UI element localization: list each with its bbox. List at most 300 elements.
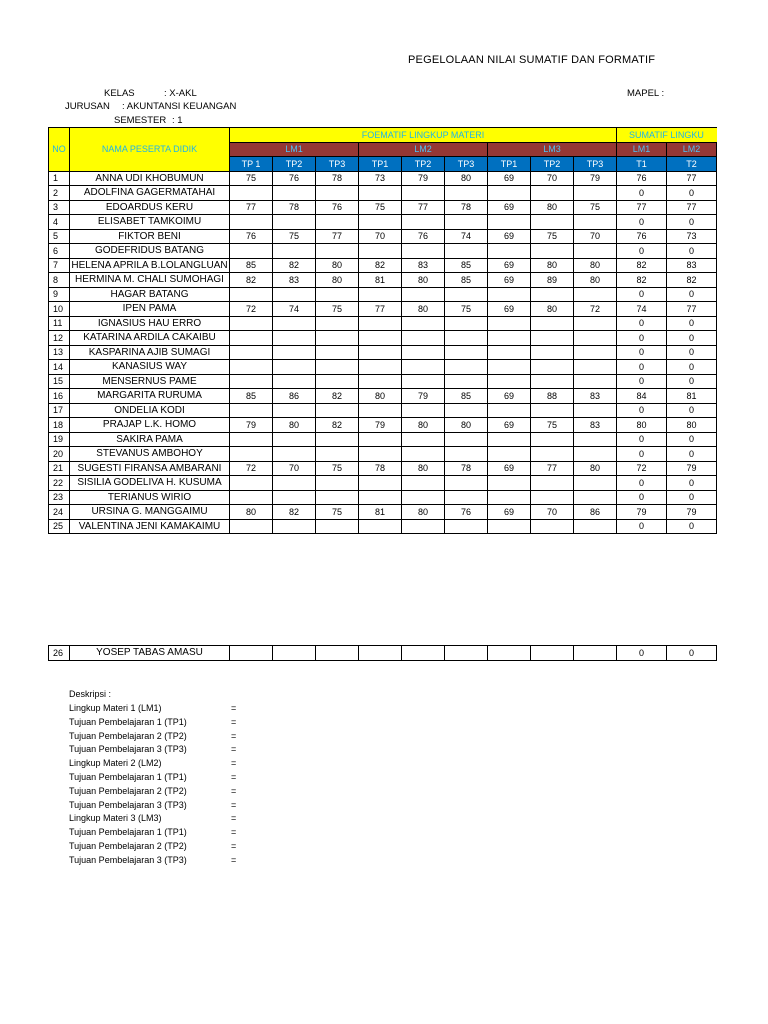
score-cell: 85 — [445, 258, 488, 273]
score-cell — [273, 403, 316, 418]
jurusan-value: : AKUNTANSI KEUANGAN — [122, 101, 237, 112]
score-cell — [359, 345, 402, 360]
score-cell — [316, 374, 359, 389]
table-row — [49, 461, 717, 476]
row-number: 25 — [49, 519, 70, 534]
score-cell — [230, 447, 273, 462]
score-cell — [273, 519, 316, 534]
score-cell — [574, 244, 617, 259]
row-number: 14 — [49, 360, 70, 375]
score-cell: 82 — [316, 389, 359, 404]
row-number: 15 — [49, 374, 70, 389]
score-cell — [574, 186, 617, 201]
score-cell — [316, 519, 359, 534]
table-row — [49, 215, 717, 230]
score-cell: 74 — [617, 302, 667, 317]
score-cell — [230, 345, 273, 360]
score-cell — [230, 403, 273, 418]
score-cell: 80 — [402, 273, 445, 288]
score-cell — [402, 331, 445, 346]
score-cell — [402, 476, 445, 491]
table-row — [49, 360, 717, 375]
score-cell: 0 — [667, 316, 717, 331]
score-cell: 80 — [667, 418, 717, 433]
score-cell: 69 — [488, 461, 531, 476]
row-number: 13 — [49, 345, 70, 360]
score-cell — [402, 519, 445, 534]
score-cell — [316, 215, 359, 230]
score-cell: 77 — [667, 200, 717, 215]
score-cell — [273, 331, 316, 346]
score-cell — [273, 432, 316, 447]
score-cell — [531, 519, 574, 534]
score-cell — [488, 316, 531, 331]
score-cell: 78 — [316, 171, 359, 186]
score-cell: 0 — [667, 360, 717, 375]
score-cell: 83 — [402, 258, 445, 273]
score-cell: 80 — [617, 418, 667, 433]
score-cell: 72 — [617, 461, 667, 476]
header-sum-lm1: LM1 — [617, 142, 667, 157]
score-cell — [316, 186, 359, 201]
row-number: 22 — [49, 476, 70, 491]
table-row — [49, 374, 717, 389]
row-number: 9 — [49, 287, 70, 302]
score-cell — [488, 519, 531, 534]
score-cell — [230, 519, 273, 534]
header-sub-6: TP1 — [488, 157, 531, 172]
score-cell: 85 — [230, 389, 273, 404]
score-cell — [273, 345, 316, 360]
score-cell — [230, 360, 273, 375]
score-cell — [359, 490, 402, 505]
score-cell: 70 — [273, 461, 316, 476]
table-row — [49, 186, 717, 201]
score-cell — [316, 403, 359, 418]
score-cell: 0 — [667, 432, 717, 447]
score-cell: 80 — [316, 258, 359, 273]
score-cell: 69 — [488, 505, 531, 520]
score-cell — [359, 287, 402, 302]
score-cell: 88 — [531, 389, 574, 404]
score-cell: 82 — [617, 258, 667, 273]
score-cell — [316, 287, 359, 302]
score-cell: 80 — [445, 171, 488, 186]
score-cell — [531, 244, 574, 259]
table-row — [49, 403, 717, 418]
score-cell: 0 — [667, 403, 717, 418]
row-number: 20 — [49, 447, 70, 462]
score-cell — [273, 447, 316, 462]
score-cell: 83 — [273, 273, 316, 288]
score-cell — [402, 646, 445, 661]
student-name: IGNASIUS HAU ERRO — [70, 316, 230, 331]
score-cell — [273, 476, 316, 491]
header-name: NAMA PESERTA DIDIK — [70, 128, 230, 172]
score-cell: 80 — [273, 418, 316, 433]
score-cell — [531, 490, 574, 505]
description-label: Tujuan Pembelajaran 2 (TP2) — [69, 785, 187, 796]
student-name: MARGARITA RURUMA — [70, 389, 230, 404]
score-cell: 79 — [230, 418, 273, 433]
score-cell: 81 — [667, 389, 717, 404]
score-cell — [230, 244, 273, 259]
student-name: IPEN PAMA — [70, 302, 230, 317]
score-cell — [445, 287, 488, 302]
row-number: 6 — [49, 244, 70, 259]
score-cell — [445, 244, 488, 259]
semester-value: : 1 — [172, 115, 183, 126]
score-cell: 79 — [359, 418, 402, 433]
score-cell: 69 — [488, 200, 531, 215]
row-number: 8 — [49, 273, 70, 288]
score-cell: 75 — [531, 229, 574, 244]
score-cell: 81 — [359, 505, 402, 520]
student-name: ADOLFINA GAGERMATAHAI — [70, 186, 230, 201]
header-sub-5: TP3 — [445, 157, 488, 172]
score-cell — [445, 331, 488, 346]
score-cell — [488, 447, 531, 462]
header-lm1: LM1 — [230, 142, 359, 157]
table-row — [49, 505, 717, 520]
table-row — [49, 316, 717, 331]
header-sum-lm2: LM2 — [667, 142, 717, 157]
score-cell: 0 — [617, 345, 667, 360]
score-cell — [230, 476, 273, 491]
score-cell: 75 — [230, 171, 273, 186]
score-cell: 80 — [574, 273, 617, 288]
student-name: KASPARINA AJIB SUMAGI — [70, 345, 230, 360]
description-equals: = — [231, 785, 237, 796]
score-cell — [402, 287, 445, 302]
score-cell — [359, 447, 402, 462]
score-cell: 0 — [667, 345, 717, 360]
student-name: KATARINA ARDILA CAKAIBU — [70, 331, 230, 346]
score-cell: 75 — [445, 302, 488, 317]
score-cell — [230, 374, 273, 389]
score-cell: 80 — [574, 258, 617, 273]
score-cell: 72 — [574, 302, 617, 317]
student-name: PRAJAP L.K. HOMO — [70, 418, 230, 433]
score-cell: 0 — [617, 244, 667, 259]
score-cell — [273, 316, 316, 331]
table-row — [49, 490, 717, 505]
score-cell — [402, 215, 445, 230]
score-cell: 77 — [402, 200, 445, 215]
score-cell — [574, 646, 617, 661]
description-equals: = — [231, 716, 237, 727]
description-heading: Deskripsi : — [69, 689, 112, 699]
kelas-value: : X-AKL — [164, 88, 197, 99]
score-cell: 69 — [488, 418, 531, 433]
description-label: Tujuan Pembelajaran 3 (TP3) — [69, 854, 187, 865]
score-cell — [488, 432, 531, 447]
score-cell: 73 — [359, 171, 402, 186]
student-name: ELISABET TAMKOIMU — [70, 215, 230, 230]
score-cell: 75 — [316, 461, 359, 476]
score-cell: 70 — [574, 229, 617, 244]
score-cell — [359, 403, 402, 418]
score-cell: 0 — [667, 519, 717, 534]
score-cell: 70 — [531, 171, 574, 186]
semester-label: SEMESTER — [114, 115, 167, 126]
score-cell — [445, 403, 488, 418]
score-cell: 80 — [531, 258, 574, 273]
jurusan-label: JURUSAN — [65, 101, 110, 112]
score-cell: 79 — [617, 505, 667, 520]
header-lm2: LM2 — [359, 142, 488, 157]
row-number: 2 — [49, 186, 70, 201]
score-cell: 77 — [667, 171, 717, 186]
score-cell: 75 — [316, 505, 359, 520]
score-cell: 0 — [667, 287, 717, 302]
score-cell: 0 — [617, 360, 667, 375]
score-cell: 81 — [359, 273, 402, 288]
score-cell — [273, 646, 316, 661]
score-cell: 80 — [445, 418, 488, 433]
header-formatif: FOEMATIF LINGKUP MATERI — [230, 128, 617, 143]
score-cell: 77 — [531, 461, 574, 476]
score-cell — [445, 490, 488, 505]
score-cell: 69 — [488, 273, 531, 288]
score-cell — [273, 244, 316, 259]
score-cell — [488, 374, 531, 389]
table-row — [49, 229, 717, 244]
score-cell — [359, 360, 402, 375]
score-cell: 0 — [617, 331, 667, 346]
score-cell — [531, 476, 574, 491]
score-cell: 69 — [488, 229, 531, 244]
student-name: FIKTOR BENI — [70, 229, 230, 244]
score-cell — [531, 432, 574, 447]
score-cell — [273, 287, 316, 302]
score-cell: 0 — [617, 403, 667, 418]
score-cell: 0 — [667, 215, 717, 230]
score-cell: 0 — [617, 215, 667, 230]
score-cell: 0 — [667, 490, 717, 505]
header-sub-7: TP2 — [531, 157, 574, 172]
score-cell — [488, 331, 531, 346]
kelas-label: KELAS — [104, 88, 135, 99]
score-cell — [230, 186, 273, 201]
score-cell: 0 — [617, 287, 667, 302]
score-cell — [574, 316, 617, 331]
score-cell: 79 — [667, 505, 717, 520]
score-cell — [402, 244, 445, 259]
score-cell: 79 — [402, 171, 445, 186]
score-cell — [574, 331, 617, 346]
score-cell — [445, 186, 488, 201]
score-cell: 70 — [359, 229, 402, 244]
score-cell: 72 — [230, 461, 273, 476]
row-number: 24 — [49, 505, 70, 520]
header-sub-10: T2 — [667, 157, 717, 172]
description-equals: = — [231, 799, 237, 810]
score-cell: 76 — [617, 171, 667, 186]
score-cell — [574, 490, 617, 505]
description-equals: = — [231, 703, 237, 713]
score-cell: 76 — [617, 229, 667, 244]
table-row — [49, 302, 717, 317]
score-cell: 0 — [617, 476, 667, 491]
score-cell — [316, 646, 359, 661]
row-number: 18 — [49, 418, 70, 433]
row-number: 7 — [49, 258, 70, 273]
score-cell: 0 — [667, 646, 717, 661]
score-cell: 74 — [273, 302, 316, 317]
score-cell: 82 — [230, 273, 273, 288]
table-row — [49, 646, 717, 661]
score-cell: 75 — [531, 418, 574, 433]
score-cell — [488, 345, 531, 360]
row-number: 5 — [49, 229, 70, 244]
score-cell — [402, 360, 445, 375]
score-cell: 82 — [273, 505, 316, 520]
description-equals: = — [231, 772, 237, 782]
header-sumatif: SUMATIF LINGKU — [617, 128, 717, 143]
student-name: SAKIRA PAMA — [70, 432, 230, 447]
score-cell: 0 — [617, 374, 667, 389]
score-cell — [445, 476, 488, 491]
header-lm3: LM3 — [488, 142, 617, 157]
student-name: HAGAR BATANG — [70, 287, 230, 302]
description-equals: = — [231, 841, 237, 851]
header-row-1 — [49, 128, 717, 143]
score-cell: 80 — [230, 505, 273, 520]
score-cell — [316, 345, 359, 360]
score-cell — [402, 432, 445, 447]
student-name: STEVANUS AMBOHOY — [70, 447, 230, 462]
student-name: HERMINA M. CHALI SUMOHAGI — [70, 273, 230, 288]
description-equals: = — [231, 827, 237, 838]
score-cell: 69 — [488, 171, 531, 186]
student-name: ONDELIA KODI — [70, 403, 230, 418]
score-cell — [445, 316, 488, 331]
score-cell — [359, 316, 402, 331]
score-cell: 75 — [574, 200, 617, 215]
score-cell: 0 — [617, 519, 667, 534]
score-cell — [531, 403, 574, 418]
row-number: 16 — [49, 389, 70, 404]
score-cell: 86 — [273, 389, 316, 404]
score-cell: 84 — [617, 389, 667, 404]
score-cell: 75 — [359, 200, 402, 215]
table-row — [49, 244, 717, 259]
description-equals: = — [231, 854, 237, 865]
header-sub-9: T1 — [617, 157, 667, 172]
score-cell: 74 — [445, 229, 488, 244]
score-cell: 69 — [488, 389, 531, 404]
description-equals: = — [231, 730, 237, 741]
score-cell — [316, 360, 359, 375]
score-cell: 75 — [273, 229, 316, 244]
score-cell — [359, 476, 402, 491]
description-label: Tujuan Pembelajaran 3 (TP3) — [69, 799, 187, 810]
score-cell: 76 — [230, 229, 273, 244]
score-cell — [531, 316, 574, 331]
score-cell — [574, 476, 617, 491]
score-cell: 82 — [273, 258, 316, 273]
score-cell: 79 — [402, 389, 445, 404]
score-cell: 85 — [445, 273, 488, 288]
score-cell: 83 — [667, 258, 717, 273]
student-name: VALENTINA JENI KAMAKAIMU — [70, 519, 230, 534]
score-cell: 0 — [667, 331, 717, 346]
header-sub-8: TP3 — [574, 157, 617, 172]
score-cell — [316, 316, 359, 331]
description-label: Tujuan Pembelajaran 1 (TP1) — [69, 827, 187, 838]
row-number: 12 — [49, 331, 70, 346]
score-cell — [574, 345, 617, 360]
student-name: SUGESTI FIRANSA AMBARANI — [70, 461, 230, 476]
row-number: 10 — [49, 302, 70, 317]
table-row — [49, 171, 717, 186]
score-cell — [574, 447, 617, 462]
score-cell: 78 — [273, 200, 316, 215]
score-cell — [574, 374, 617, 389]
score-cell: 76 — [445, 505, 488, 520]
description-label: Lingkup Materi 3 (LM3) — [69, 813, 162, 824]
score-cell — [316, 244, 359, 259]
table-row — [49, 432, 717, 447]
score-cell — [531, 374, 574, 389]
student-name: URSINA G. MANGGAIMU — [70, 505, 230, 520]
score-cell — [488, 490, 531, 505]
score-cell — [402, 403, 445, 418]
student-name: GODEFRIDUS BATANG — [70, 244, 230, 259]
description-label: Tujuan Pembelajaran 1 (TP1) — [69, 772, 187, 782]
score-cell — [230, 490, 273, 505]
score-cell: 85 — [445, 389, 488, 404]
score-cell — [316, 490, 359, 505]
score-cell: 77 — [230, 200, 273, 215]
grades-table — [48, 127, 717, 534]
mapel-label: MAPEL : — [627, 88, 665, 99]
header-sub-3: TP1 — [359, 157, 402, 172]
score-cell: 75 — [316, 302, 359, 317]
table-row — [49, 287, 717, 302]
row-number: 17 — [49, 403, 70, 418]
score-cell: 0 — [667, 244, 717, 259]
description-label: Lingkup Materi 2 (LM2) — [69, 758, 162, 769]
score-cell — [402, 490, 445, 505]
score-cell — [488, 476, 531, 491]
score-cell: 80 — [402, 461, 445, 476]
score-cell: 79 — [574, 171, 617, 186]
score-cell — [488, 244, 531, 259]
score-cell — [230, 287, 273, 302]
description-label: Tujuan Pembelajaran 2 (TP2) — [69, 841, 187, 851]
score-cell: 80 — [316, 273, 359, 288]
score-cell: 80 — [359, 389, 402, 404]
score-cell — [574, 360, 617, 375]
score-cell: 80 — [531, 302, 574, 317]
description-label: Lingkup Materi 1 (LM1) — [69, 703, 162, 713]
score-cell — [488, 360, 531, 375]
score-cell — [273, 490, 316, 505]
row-number: 3 — [49, 200, 70, 215]
score-cell — [402, 374, 445, 389]
score-cell — [359, 646, 402, 661]
score-cell: 77 — [359, 302, 402, 317]
score-cell — [574, 215, 617, 230]
score-cell: 83 — [574, 389, 617, 404]
table-row — [49, 345, 717, 360]
score-cell — [574, 287, 617, 302]
score-cell — [531, 360, 574, 375]
score-cell — [445, 519, 488, 534]
score-cell — [402, 186, 445, 201]
